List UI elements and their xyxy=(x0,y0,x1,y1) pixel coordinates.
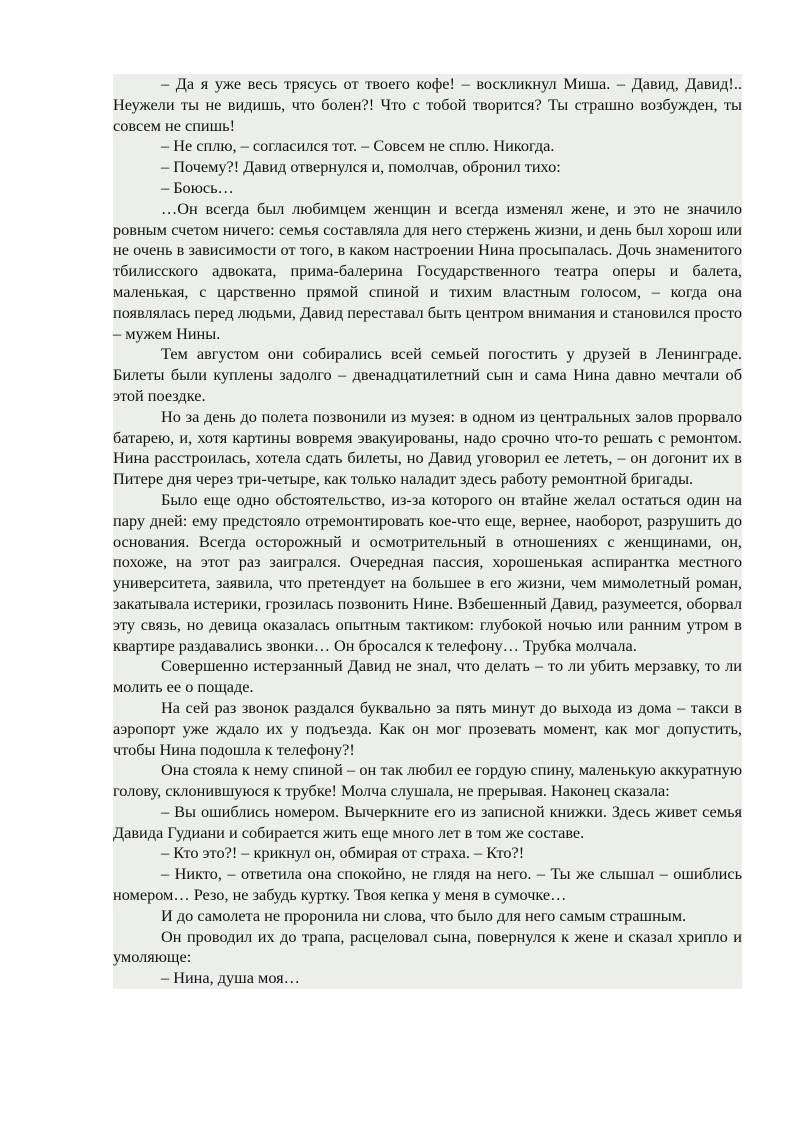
paragraph: Она стояла к нему спиной – он так любил ее гордую спину, маленькую аккуратную голову, склонившуюся к трубке! Молча слушала, не прерывая. Наконец сказала: xyxy=(113,760,742,801)
text-block xyxy=(113,74,742,989)
paragraph: Он проводил их до трапа, расцеловал сына, повернулся к жене и сказал хрипло и умоляюще: xyxy=(113,926,742,967)
paragraph: …Он всегда был любимцем женщин и всегда изменял жене, и это не значило ровным счетом ничего: семья составляла для него стержень жизни, и день был хорош или не очень в зависимости от того, в каком настроении Нина просыпалась. Дочь знаменитого тбилисского адвоката, прима-балерина Государственного театра оперы и балета, маленькая, с царственно прямой спиной и тихим властным голосом, – когда она появлялась перед людьми, Давид переставал быть центром внимания и становился просто – мужем Нины. xyxy=(113,198,742,343)
paragraph: – Нина, душа моя… xyxy=(161,968,300,988)
paragraph: – Не сплю, – согласился тот. – Совсем не сплю. Никогда. xyxy=(161,136,555,156)
paragraph: – Почему?! Давид отвернулся и, помолчав, обронил тихо: xyxy=(161,157,561,177)
paragraph: – Вы ошиблись номером. Вычеркните его из записной книжки. Здесь живет семья Давида Гудиани и собирается жить еще много лет в том же составе. xyxy=(113,801,742,842)
paragraph: Было еще одно обстоятельство, из-за которого он втайне желал остаться один на пару дней: ему предстояло отремонтировать кое-что еще, вернее, наоборот, разрушить до основания. Всегда осторожный и осмотрительный в отношениях с женщинами, он, похоже, на этот раз заигрался. Очередная пассия, хорошенькая аспирантка местного университета, заявила, что претендует на большее в его жизни, чем мимолетный роман, закатывала истерики, грозилась позвонить Нине. Взбешенный Давид, разумеется, оборвал эту связь, но девица оказалась опытным тактиком: глубокой ночью или ранним утром в квартире раздавались звонки… Он бросался к телефону… Трубка молчала. xyxy=(113,489,742,655)
paragraph: Совершенно истерзанный Давид не знал, что делать – то ли убить мерзавку, то ли молить ее о пощаде. xyxy=(113,656,742,697)
paragraph: – Да я уже весь трясусь от твоего кофе! – воскликнул Миша. – Давид, Давид!.. Неужели ты не видишь, что болен?! Что с тобой творится? Ты страшно возбужден, ты совсем не спишь! xyxy=(113,74,742,135)
paragraph: – Кто это?! – крикнул он, обмирая от страха. – Кто?! xyxy=(161,843,525,863)
paragraph: – Никто, – ответила она спокойно, не глядя на него. – Ты же слышал – ошиблись номером… Резо, не забудь куртку. Твоя кепка у меня в сумочке… xyxy=(113,864,742,905)
paragraph: – Боюсь… xyxy=(161,177,234,197)
paragraph: Но за день до полета позвонили из музея: в одном из центральных залов прорвало батарею, и, хотя картины вовремя эвакуированы, надо срочно что-то решать с ремонтом. Нина расстроилась, хотела сдать билеты, но Давид уговорил ее лететь, – он догонит их в Питере дня через три-четыре, как только наладит здесь работу ремонтной бригады. xyxy=(113,406,742,489)
paragraph: И до самолета не проронила ни слова, что было для него самым страшным. xyxy=(161,905,687,925)
paragraph: На сей раз звонок раздался буквально за пять минут до выхода из дома – такси в аэропорт уже ждало их у подъезда. Как он мог прозевать момент, как мог допустить, чтобы Нина подошла к телефону?! xyxy=(113,697,742,759)
paragraph: Тем августом они собирались всей семьей погостить у друзей в Ленинграде. Билеты были куплены задолго – двенадцатилетний сын и сама Нина давно мечтали об этой поездке. xyxy=(113,344,742,405)
